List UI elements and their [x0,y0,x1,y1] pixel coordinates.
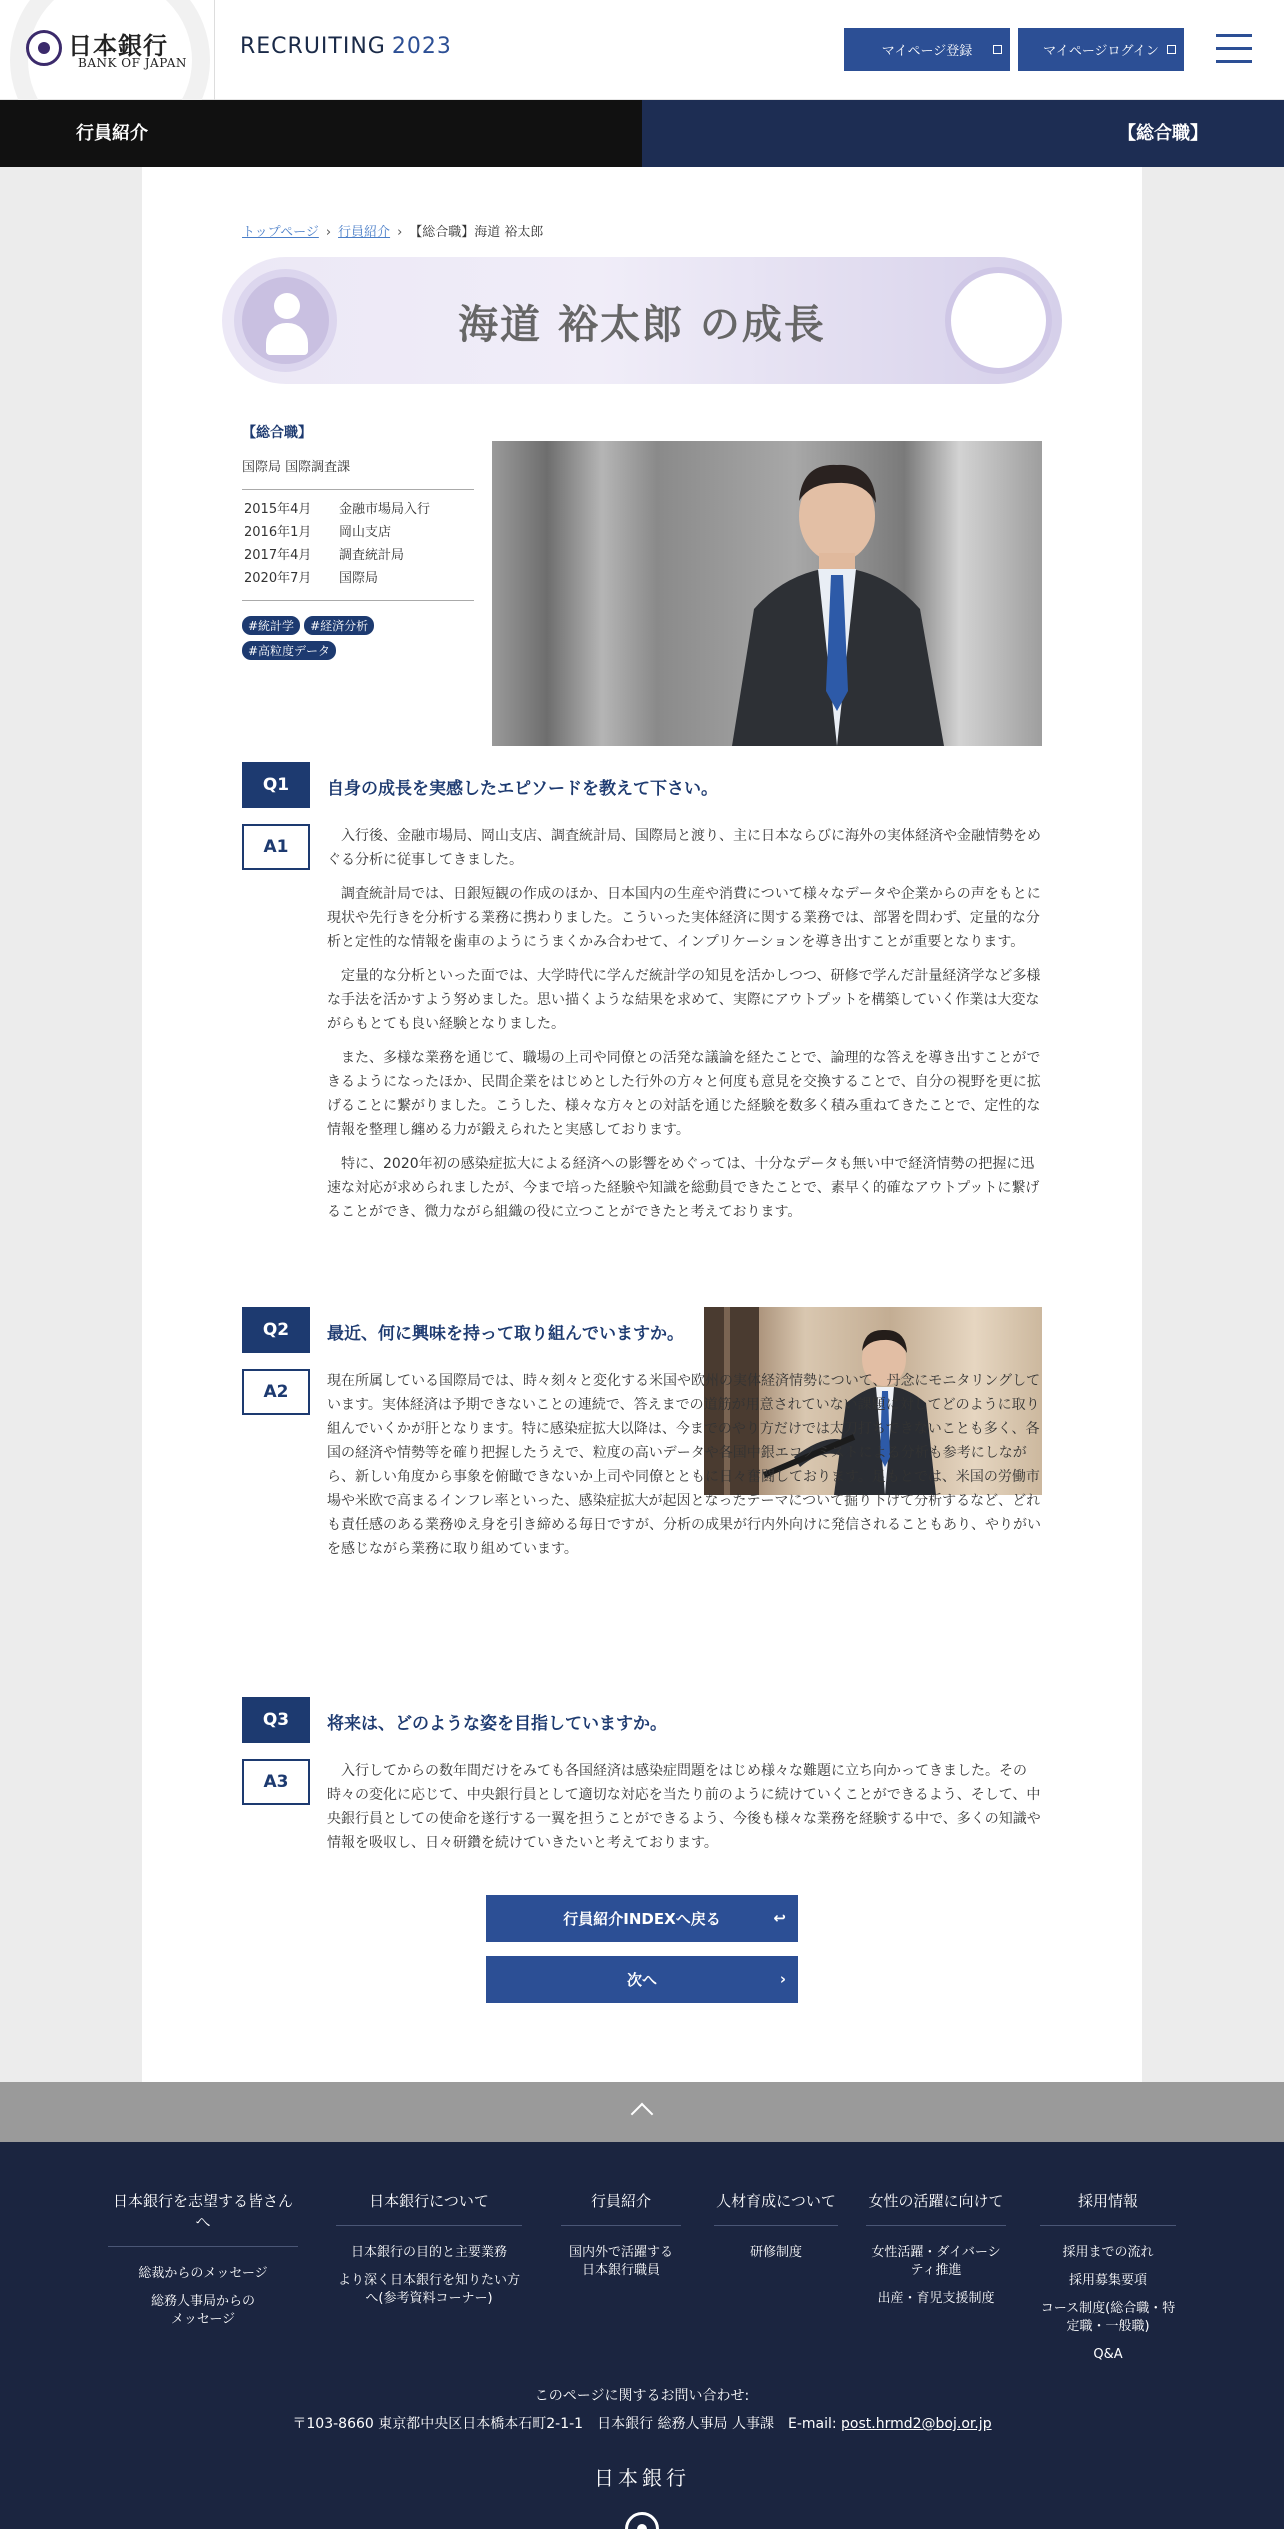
footer-column [108,2190,298,2339]
footer-heading[interactable]: 日本銀行を志望する皆さんへ [108,2190,298,2247]
footer-column [714,2190,838,2272]
career-event: 国際局 [339,571,379,586]
nav-category: 【総合職】 [642,100,1284,167]
site-title-year: 2023 [391,34,452,59]
footer-heading[interactable]: 人材育成について [714,2190,838,2226]
career-event: 岡山支店 [339,525,392,540]
footer-heading[interactable]: 日本銀行について [336,2190,522,2226]
tag[interactable]: #統計学 [242,616,300,635]
contact-address [0,2410,1284,2438]
hamburger-menu-icon[interactable] [1216,34,1252,64]
footer-heading[interactable]: 女性の活躍に向けて [866,2190,1006,2226]
answer-paragraph: また、多様な業務を通じて、職場の上司や同僚との活発な議論を経たことで、論理的な答えを導き出すことができるようになったほか、民間企業をはじめとした行外の方々と何度も意見を交換することで、自分の視野を更に拡げることに繋がりました。こうした、様々な方々との対話を通じた経験を数多く積み重ねてきたことで、定性的な情報を整理し纏める力が鍛えられたと実感しております。 [327,1050,1041,1138]
decorative-circle [945,267,1052,374]
next-button[interactable] [486,1956,798,2003]
contact-address-text: 〒103-8660 東京都中央区日本橋本石町2-1-1 日本銀行 総務人事局 人事課 E-mail: [292,2416,842,2432]
question-badge: Q2 [242,1307,310,1353]
answer-badge: A2 [242,1369,310,1415]
boj-emblem-icon [625,2512,659,2529]
footer-link[interactable]: 女性活躍・ダイバーシティ推進 [871,2245,1001,2278]
chevron-up-icon [631,2103,654,2126]
department: 国際局 国際調査課 [242,456,474,490]
chevron-right-icon: › [325,225,332,240]
logo-text-en: BANK OF JAPAN [78,56,187,70]
nav-section-title[interactable]: 行員紹介 [0,100,642,167]
footer-link[interactable]: 採用までの流れ [1062,2245,1154,2260]
answer-text [327,1369,1042,1571]
tag-list [242,615,402,665]
career-event: 調査統計局 [339,548,405,563]
back-to-index-button[interactable] [486,1895,798,1942]
tag[interactable]: #高粒度データ [242,641,336,660]
footer-heading[interactable]: 行員紹介 [561,2190,681,2226]
footer-link[interactable]: 採用募集要項 [1068,2273,1147,2288]
footer-link[interactable]: より深く日本銀行を知りたい方へ(参考資料コーナー) [337,2273,520,2306]
footer-link[interactable]: 総務人事局からの メッセージ [150,2294,255,2327]
page-title-banner [222,257,1062,384]
footer-link[interactable]: 総裁からのメッセージ [138,2266,268,2281]
site-header [0,0,1284,100]
footer-brand: 日本銀行 [594,2466,690,2490]
footer-link[interactable]: 日本銀行の目的と主要業務 [350,2245,507,2260]
mypage-register-label: マイページ登録 [881,44,973,59]
question-text: 自身の成長を実感したエピソードを教えて下さい。 [327,779,718,799]
tag[interactable]: #経済分析 [304,616,374,635]
chevron-right-icon: › [397,225,403,240]
answer-paragraph: 調査統計局では、日銀短観の作成のほか、日本国内の生産や消費について様々なデータや企業からの声をもとに現状や先行きを分析する業務に携わりました。こういった実体経済に関する業務では、部署を問わず、定量的な分析と定性的な情報を歯車のようにうまくかみ合わせて、インプリケーションを導き出すことが重要となります。 [327,886,1041,950]
logo-text-jp: 日本銀行 [68,31,168,60]
career-date: 2017年4月 [244,548,312,563]
footer-link[interactable]: 国内外で活躍する 日本銀行職員 [568,2245,673,2278]
breadcrumb-home-link[interactable]: トップページ [242,225,319,240]
footer-column [561,2190,681,2290]
job-type: 【総合職】 [242,425,312,441]
return-arrow-icon: ↩ [773,1909,786,1927]
footer-heading[interactable]: 採用情報 [1040,2190,1176,2226]
boj-emblem-icon [26,30,62,66]
answer-badge: A1 [242,824,310,870]
mypage-register-button[interactable] [844,28,1010,71]
career-date: 2015年4月 [244,502,312,517]
question-badge: Q3 [242,1697,310,1743]
answer-paragraph: 現在所属している国際局では、時々刻々と変化する米国や欧州の実体経済情勢について、丹念にモニタリングしています。実体経済は予期できないことの連続で、答えまでの道筋が用意されていない課題に対してどのように取り組んでいくかが肝となります。特に感染症拡大以降は、今までのやり方だけでは太刀打ちできないことも多く、各国の経済や情勢等を確り把握したうえで、粒度の高いデータや各国中銀エコノミストによる分析も参考にしながら、新しい角度から事象を俯瞰できないか上司や同僚とともに日々奮闘しております。足もとでは、米国の労働市場や米欧で高まるインフレ率といった、感染症拡大が起因となったテーマについて掘り下げて分析するなど、どれも責任感のある業務ゆえ身を引き締める毎日ですが、分析の成果が行内外向けに発信されることもあり、やりがいを感じながら業務に取り組めています。 [327,1373,1041,1557]
page-title: 海道 裕太郎 の成長 [458,302,826,348]
career-row [242,498,474,521]
career-row [242,544,474,567]
question-text: 将来は、どのような姿を目指していますか。 [327,1714,667,1734]
footer-column [866,2190,1006,2318]
external-link-icon [1167,45,1176,54]
question-text: 最近、何に興味を持って取り組んでいますか。 [327,1324,684,1344]
career-date: 2016年1月 [244,525,312,540]
main-content [142,167,1142,2082]
mypage-login-button[interactable] [1018,28,1184,71]
site-title-text: RECRUITING [240,34,386,59]
question-badge: Q1 [242,762,310,808]
site-footer [0,2142,1284,2529]
footer-link[interactable]: Q&A [1093,2347,1123,2362]
logo[interactable] [0,0,215,100]
profile-card [242,422,474,665]
footer-link[interactable]: コース制度(総合職・特定職・一般職) [1040,2301,1176,2334]
career-event: 金融市場局入行 [339,502,431,517]
footer-column [336,2190,522,2318]
career-row [242,567,474,590]
career-date: 2020年7月 [244,571,312,586]
answer-paragraph: 特に、2020年初の感染症拡大による経済への影響をめぐっては、十分なデータも無い中で経済情勢の把握に迅速な対応が求められましたが、今まで培った経験や知識を総動員できたことで、素早く的確なアウトプットに繋げることができ、微力ながら組織の役に立つことができたと考えております。 [327,1156,1040,1220]
employee-photo [492,441,1042,746]
answer-paragraph: 入行してからの数年間だけをみても各国経済は感染症問題をはじめ様々な難題に立ち向かってきました。その時々の変化に応じて、中央銀行員として適切な対応を当たり前のように続けていくことができるよう、そして、中央銀行員としての使命を遂行する一翼を担うことができるよう、今後も様々な業務を経験する中で、多くの知識や情報を吸収し、日々研鑽を続けていきたいと考えております。 [327,1763,1041,1851]
contact-label: このページに関するお問い合わせ: [534,2388,750,2404]
external-link-icon [993,45,1002,54]
breadcrumb [242,221,543,240]
contact-info [0,2382,1284,2438]
next-label: 次へ [626,1971,657,1989]
site-title [240,34,452,59]
chevron-right-icon: › [779,1970,786,1988]
footer-link[interactable]: 出産・育児支援制度 [877,2291,995,2306]
answer-badge: A3 [242,1759,310,1805]
breadcrumb-current: 【総合職】海道 裕太郎 [409,225,544,240]
career-row [242,521,474,544]
answer-text [327,824,1042,1234]
breadcrumb-section-link[interactable]: 行員紹介 [338,225,391,240]
career-history [242,498,474,601]
footer-link[interactable]: 研修制度 [749,2245,802,2260]
answer-paragraph: 定量的な分析といった面では、大学時代に学んだ統計学の知見を活かしつつ、研修で学んだ計量経済学など多様な手法を活かすよう努めました。思い描くような結果を求めて、実際にアウトプットを構築していく作業は大変ながらもとても良い経験となりました。 [327,968,1041,1032]
page-top-button[interactable] [0,2082,1284,2142]
back-to-index-label: 行員紹介INDEXへ戻る [563,1910,721,1928]
footer-column [1040,2190,1176,2374]
mypage-login-label: マイページログイン [1043,44,1159,59]
section-nav [0,100,1284,167]
answer-text [327,1759,1042,1865]
answer-paragraph: 入行後、金融市場局、岡山支店、調査統計局、国際局と渡り、主に日本ならびに海外の実体経済や金融情勢をめぐる分析に従事してきました。 [327,828,1041,868]
contact-email-link[interactable]: post.hrmd2@boj.or.jp [841,2416,992,2432]
